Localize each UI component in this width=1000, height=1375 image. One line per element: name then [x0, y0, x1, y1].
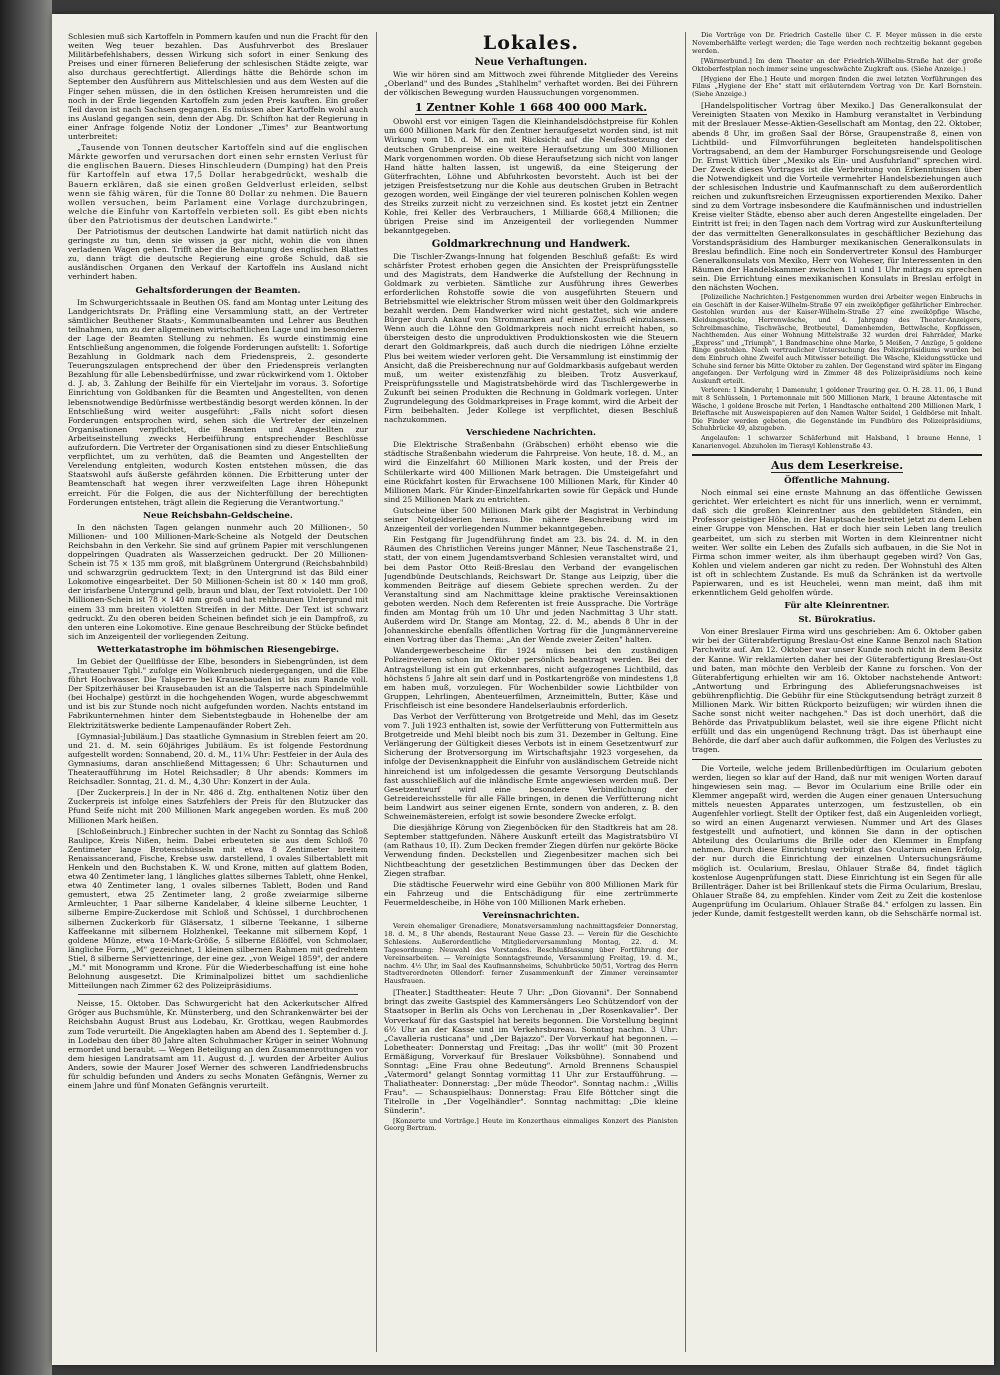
strassenbahn-text: Die Elektrische Straßenbahn (Gräbschen) erhöht ebenso wie die städtische Straßenbahn wiederum die Fahrpreise. Von heute, 18. d. M., an wird die Einzelfahrt 60 Millionen Mark kosten, und der Preis der Schülerkarte wird 400 Millionen Mark betragen. Die Umsteigefahrt und eine Rückfahrt kosten für Erwachsene 100 Millionen Mark, für Kinder 40 Millionen Mark. Für Kinder-Einzelfahrkarten sowie für Gepäck und Hunde sind 25 Millionen Mark zu entrichten.	[384, 440, 678, 504]
jugend-text: Ein Festgang für Jugendführung findet am 23. bis 24. d. M. in den Räumen des Christlichen Vereins junger Männer, Neue Taschenstraße 21, statt, der von einem Jugendamtsverband Schlesien veranstaltet wird, und bei dem Pastor Otto Reiß-Breslau den Verband der evangelischen Jugendbünde Deutschlands, Reichswart Dr. Stange aus Leipzig, über die kommenden Beiträge auf diesem Gebiete sprechen werden. Zu der Veranstaltung sind am Nachmittage kleine praktische Vereinsaktionen geboten werden. Noch dem Referenten ist freie Aussprache. Die Vorträge finden am Montag früh um 10 Uhr und jeden Nachmittag 3 Uhr statt. Außerdem wird Dr. Stange am Montag, 22. d. M., abends 8 Uhr in der Johanneskirche ebenfalls öffentlichen Vortrag für die Jungmännervereine einen Vortrag über das Thema: „An der Wende zweier Zeiten" halten.	[384, 535, 678, 645]
castelle-text: Die Vorträge von Dr. Friedrich Castelle über C. F. Meyer müssen in die erste Novemberhälfte verlegt werden; die Tage werden noch rechtzeitig bekannt gegeben werden.	[692, 32, 982, 55]
column-rule-2	[685, 32, 686, 1352]
wander-text: Wandergewerbescheine für 1924 müssen bei den zuständigen Polizeirevieren schon im Oktober persönlich beantragt werden. Bei der Antragstellung ist ein gut erkennbares, nicht aufgezogenes Lichtbild, das höchstens 5 Jahre alt sein darf und in Postkartengröße von mindestens 1,8 em haben muß, vorzulegen. Für Wochenbilder sowie Lichtbilder von Gruppen, Lehrlingen, Abenteuerfilmen, Arzneimitteln, Butter, Käse und Frischfleisch ist eine besondere Handelserlaubnis erforderlich.	[384, 646, 678, 710]
gymnasial-text: [Gymnasial-Jubiläum.] Das staatliche Gymnasium in Streblen feiert am 20. und 21. d. M. sein 60jähriges Jubiläum. Es ist folgende Festordnung aufgestellt worden: Sonnabend, 20. d. M., 11¼ Uhr: Festfeier in der Aula des Gymnasiums, daran anschließend Mittagessen; 6 Uhr: Schauturnen und Theateraufführung im Hotel Reichsadler; 8 Uhr abends: Kommers im Reichsadler. Sonntag, 21. d. M., 4,30 Uhr: Konzert in der Aula.	[68, 731, 368, 787]
buero-text: Von einer Breslauer Firma wird uns geschrieben: Am 6. Oktober gaben wir bei der Güterabfertigung Breslau-Ost eine Kanne Benzol nach Station Parchwitz auf. Am 12. Oktober war unser Kunde noch nicht in dem Besitz der Kanne. Wir reklamierten daher bei der Güterabfertigung Breslau-Ost und baten, man möchte den Verbleib der Kanne zu forschen. Von der Güterabfertigung erhielten wir am 16. Oktober nachstehende Antwort: „Antwortung und Erbringung des Ablieferungsnachweises ist gebührenpflichtig. Die Gebühr für eine Stückgutsendung beträgt zurzeit 8 Millionen Mark. Wir bitten Rückporto beizufügen; wir würden ihnen die Sache sonst nicht weiter nachgehen." Das ist doch unerhört, daß die Behörde das Privatpublikum belastet, weil sie ihre eigene Pflicht nicht erfüllt und das ein ungenügend Rechnung trägt. Das ist überhaupt eine Behörde, die darf aber auch dafür aufkommen, die Folgen des Verlustes zu tragen.	[692, 627, 982, 755]
headline-kohle: 1 Zentner Kohle 1 668 400 000 Mark.	[414, 101, 648, 115]
hygiene-text: [Hygiene der Ehe.] Heute und morgen finden die zwei letzten Vorführungen des Films „Hygiene der Ehe" statt mit erläuterndem Vortrag von Dr. Karl Bornstein. (Siehe Anzeige.)	[692, 74, 982, 99]
book-binding-edge	[0, 0, 52, 1375]
theater-text: [Theater.] Stadttheater: Heute 7 Uhr: „Don Giovanni". Der Sonnabend bringt das zweite Gastspiel des Kammersängers Leo Schützendorf von der Staatsoper in Berlin als Ochs von Lerchenau in „Der Rosenkavalier". Der Vorverkauf für das Gastspiel hat bereits begonnen. Die Vorstellung beginnt 6½ Uhr an der Kasse und im Verkehrsbureau. Sonntag nachm. 3 Uhr: „Cavalleria rusticana" und „Der Bajazzo". Der Vorverkauf hat begonnen. — Lobetheater: Donnerstag und Freitag: „Das ihr wollt" (mit 30 Prozent Ermäßigung, Vorverkauf für Breslauer Volksbühne). Sonnabend und Sonntag: „Eine Frau ohne Bedeutung". Arnold Brennens Schauspiel „Vatermord" gelangt Sonntag vormittag 11 Uhr zur Erstaufführung. — Thaliatheater: Donnerstag: „Der müde Theodor". Sonntag nachm.: „Willis Frau". — Schauspielhaus: Donnerstag: Frau Elfe Böttcher singt die Titelrolle in „Der Vogelhändler". Sonntag nachmittag: „Die kleine Sünderin".	[384, 988, 678, 1116]
wetter-text: Im Gebiet der Quellflüsse der Elbe, besonders in Siebengründen, ist dem „Trautenauer Tgbl." zufolge ein Wolkenbruch niedergegangen, und die Elbe führt Hochwasser. Die Talsperre bei Krausebauden ist bis zum Rande voll. Der Spitzerhäuser bei Krausebauden ist an die Talsperre nach Spindelmühle (bei Hochalpe) gestürzt in die hochgehenden Wogen, wurde abgeschwemmt und ist bis zur Stunde noch nicht aufgefunden worden. Nachts entstand im Fabrikunternehmen hinter dem Siebentstegbaude in Hohenelbe der am Elektrizitätswerke bediente Lampenaufänder Robert Zeh.	[68, 656, 368, 730]
verloren-text: Verloren: 1 Kinderuhr, 1 Damenuhr, 1 goldener Trauring gez. O. H. 28. 11. 06, 1 Bund mit 8 Schlüsseln, 1 Portemonnaie mit 500 Millionen Mark, 1 braune Aktentasche mit Wäsche, 1 goldene Brosche mit Perlen, 1 Handtasche enthaltend 200 Millionen Mark, 1 Brieftasche mit Ausweispapieren auf den Namen Walter Seidel, 1 Geldbörse mit Inhalt. Die Finder werden gebeten, die Gegenstände im Fundbüro des Polizeipräsidiums, Schuhbrücke 49, abzugeben.	[692, 386, 982, 433]
headline-verschiedene: Verschiedene Nachrichten.	[466, 428, 596, 439]
kohle-text: Obwohl erst vor einigen Tagen die Kleinhandelsdöchstpreise für Kohlen um 600 Millionen Mark für den Zentner heraufgesetzt worden sind, ist mit Wirkung vom 18. d. M. an mit Rücksicht auf die Neufestsetzung der deutschen Grubenpreise eine weitere Heraufsetzung um 300 Millionen Mark vorgenommen worden. Ob diese Heraufsetzung sich nicht von langer Hand hätte halten lassen, ist ungewiß, da eine Steigerung der Güterfrachten, Löhne und Abfuhrkosten bevorsteht. Auch ist bei der jetzigen Preisfestsetzung nur die Kohle aus deutschen Gruben in Betracht gezogen worden, weil Eingänge der viel teureren polnischen Kohlen wegen des Streiks zurzeit nicht zu verzeichnen sind. Es kostet jetzt ein Zentner Kohle, frei Keller des Verbrauchers, 1 Milliarde 668,4 Millionen; die übrigen Preise sind im Anzeigenteil der vorliegenden Nummer bekanntgegeben.	[384, 117, 678, 236]
mexiko-text: [Handelspolitischer Vortrag über Mexiko.] Das Generalkonsulat der Vereinigten Staaten von Mexiko in Hamburg veranstaltet in Verbindung mit der Breslauer Messe-Aktien-Gesellschaft am Montag, den 22. Oktober, abends 8 Uhr, im großen Saal der Börse, Graupenstraße 8, einen von Lichtbild- und Filmvorführungen begleiteten handelspolitischen Vortragsabend, an dem der Hamburger Forschungsreisende und Geologe Dr. Ernst Wittich über „Mexiko als Ein- und Ausfuhrland" sprechen wird. Der Zweck dieses Vortrages ist die Verbreitung von Erkenntnissen über die Notwendigkeit und die Vorteile vermehrter Handelsbeziehungen auch der schlesischen Industrie und Kaufmannschaft zu dem außerordentlich reichen und zukunftsreichen Erzeugnissen exportierenden Mexiko. Daher sind zu dem Vortrage insbesondere die Kaufmännischen und industriellen Kreise vielter Städte, ebenso aber auch deren Angestellte eingeladen. Der Eintritt ist frei; in den Tagen nach dem Vortrag wird zur Auskunfterteilung der das vermittelten Generalkonsulates in geschäftlicher Beziehung das Vorstandspräsidium des Hamburger mexikanischen Generalkonsulats in Breslau befindlich. Eine noch ein Sondervertreter Konsul des Hamburger Generalkonsulats von Mexiko, Herr von Woheser, für Interessenten in den Räumen der Handelskammer zwischen 11 und 1 Uhr mittags zu sprechen sein. Die Errichtung eines mexikanischen Konsulats in Breslau erfolgt in den nächsten Wochen.	[692, 101, 982, 293]
column-left	[68, 32, 368, 1352]
headline-mahnung: Öffentliche Mahnung.	[784, 476, 890, 487]
ocularium-text: Die Vorteile, welche jedem Brillenbedürftigen im Ocularium geboten werden, liegen so klar auf der Hand, daß nur mit wenigen Worten darauf hingewiesen sein mag. — Bevor im Ocularium eine Brille oder ein Klemmer angepaßt wird, werden die Augen einer genauen Untersuchung mittels neuesten Apparates unterzogen, um festzustellen, ob ein Augenfehler vorliegt. Stellt der Optiker fest, daß ein Augenleiden vorliegt, so wird an einen Augenarzt verwiesen. Nummer und Art des Glases festgestellt und aufnotiert, und können Sie dann in der optischen Abteilung des Oculariums die Brille oder den Klemmer in Empfang nehmen. Durch diese Einrichtung verbürgt das Ocularium einen Erfolg, der nur durch die Einrichtung der einzelnen Untersuchungsräume möglich ist. Ocularium, Breslau, Ohlauer Straße 84, findet täglich kostenlose Augenprüfungen statt. Diese Einrichtung ist ein Segen für alle Brillenträger. Daher ist bei Brillenkauf stets die Firma Ocularium, Breslau, Ohlauer Straße 84, zu empfehlen. Kinder vom Zeit zu Zeit die kostenlose Augenprüfung im Ocularium. Ohlauer Straße 84." erfolgen zu lassen. Ein jeder Kunde, damit festgestellt werden kann, ob die Sehschärfe normal ist.	[692, 763, 982, 919]
headline-kleinrentner: Für alte Kleinrentner.	[784, 601, 890, 612]
leserkreise-box	[692, 454, 982, 759]
verhaft-text: Wie wir hören sind am Mittwoch zwei führende Mitglieder des Vereins „Oberland" und des Bundes „Stahlhelm" verhaftet worden. Bei dei Führern der völkischen Bewegung wurden Haussuchungen vorgenommen.	[384, 70, 678, 98]
kartoffel-after: Der Patriotismus der deutschen Landwirte hat damit natürlich nicht das geringste zu tun, denn sie wissen ja gar nicht, wohin die von ihnen verladenen Wagen gehen. Trifft aber die Behauptung des englischen Blattes zu, dann trägt die deutsche Regierung eine große Schuld, daß sie ausländischen Organen den Verkauf der Kartoffeln ins Ausland nicht verhindert haben.	[68, 226, 368, 282]
headline-goldmark: Goldmarkrechnung und Handwerk.	[431, 238, 631, 250]
brot-text: Das Verbot der Verfütterung von Brotgetreide und Mehl, das im Gesetz vom 7. Juli 1923 enthalten ist, sowie der Verfütterung von Futtermitteln aus Brotgetreide und Mehl bleibt noch bis zum 31. Dezember in Geltung. Eine Verlängerung der Gültigkeit dieses Verbots ist in einem Gesetzentwurf zur Sicherung der Brotversorgung im Wirtschaftsjahr 1923 vorgesehen, da infolge der Devisenknappheit die Einfuhr von ausländischem Getreide nicht hinreichend ist um infolgedessen die gesamte Versorgung Deutschlands fast ausschließlich auf die inländische Ernte angewiesen werden muß. Der Gesetzentwurf wird eine besondere Verbindlichung der Getreidereichsstelle für alle Fälle bringen, in denen die Verfütterung nicht beim Landwirt aus seiner eigenen Ernte, sondern von anderen, z. B. den Schweinemästereien, erfolgt ist sowie besondere Zwecke erfolgt.	[384, 712, 678, 822]
beamten-text: Im Schwurgerichtssaale in Beuthen OS. fand am Montag unter Leitung des Landgerichtsrats Dr. Präfling eine Versammlung statt, an der Vertreter sämtlicher Beuthener Staats-, Kommunalbeamten und Lehrer aus Beuthen teilnahmen, um zu der allgemeinen wirtschaftlichen Lage und im besonderen der Lage der Beamten Stellung zu nehmen. Es wurde einstimmig eine Entschließung angenommen, die folgende Forderungen aufstellt: 1. Sofortige Bezahlung in Goldmark nach dem Friedenspreis, 2. gesonderte Teuerungszulagen entsprechend der über den Friedenspreis verlangten Bezahlung für alle Lebensbedürfnisse, und zwar rückwirkend vom 1. Oktober d. J. ab, 3. Zahlung der Beihilfe für ein Vierteljahr im voraus. 3. Sofortige Einrichtung von Goldbanken für die Beamten und Angestellten, von denen lebensnotwendige Bedürfnisse wertbeständig besorgt werden können. In der Entschließung wird weiter ausgeführt: „Falls nicht sofort diesen Forderungen entsprochen wird, sehen sich die Vertreter der einzelnen Organisationen verpflichtet, die Beamten und Angestellten zur Arbeitseinstellung zwecks Herbeiführung entsprechender Beschlüsse aufzufordern. Die Vertreter der Organisationen sind zu dieser Entschließung verpflichtet, um zu verhüten, daß die Beamten und Angestellten der Verelendung entgleiten, wodurch Kosten entstehen müssen, die das Staatswohl aufs äußerste gefährden können. Die Erbitterung unter der Beamtenschaft hat wegen ihrer verzweifelten Lage ihren Höhepunkt erreicht. Für die Folgen, die aus der Nichterfüllung der berechtigten Forderungen entstehen, trägt allein die Regierung die Verantwortung."	[68, 297, 368, 507]
gutscheine-text: Gutscheine über 500 Millionen Mark gibt der Magistrat in Verbindung seiner Notgeldserien heraus. Die nähere Beschreibung wird im Anzeigenteil der vorliegenden Nummer bekanntgegeben.	[384, 505, 678, 534]
column-rule-1	[376, 32, 377, 1352]
ziegen-text: Die diesjährige Körung von Ziegenböcken für den Stadtkreis hat am 28. September stattgefunden. Nähere Auskunft erteilt das Magistratsbüro VI (am Rathaus 10, II). Zum Decken fremder Ziegen dürfen nur gekörte Böcke Verwendung finden. Deckstellen und Ziegenbesitzer machen sich bei Nichtbeachtung der gesetzlichen Bestimmungen über das Decken der Ziegen strafbar.	[384, 823, 678, 878]
zucker-text: [Der Zuckerpreis.] In der in Nr. 486 d. Ztg. enthaltenen Notiz über den Zuckerpreis ist infolge eines Satzfehlers der Preis für den Blutzucker das Pfund Seife nicht mit 200 Millionen Mark angegeben worden. Es muß 200 Millionen Mark heißen.	[68, 788, 368, 825]
newspaper-page	[52, 14, 994, 1365]
separator	[78, 994, 358, 995]
neisse-text: Neisse, 15. Oktober. Das Schwurgericht hat den Ackerkutscher Alfred Gröger aus Buchsmühle, Kr. Münsterberg, und den Schrankenwärter bei der Reichsbahn August Brust aus Lodebau, Kr. Grottkau, wegen Raubmordes zum Tode verurteilt. Die Angeklagten haben am Abend des 1. September d. J. in Lodebau den über 80 Jahre alten Schuhmacher Krüger in seiner Wohnung ermordet und beraubt. — Wegen Beteiligung an den Zusammenrottungen vor dem hiesigen Landratsamt am 11. August d. J. wurden der Arbeiter Aulius Anders, sowie der Maurer Josef Werner des schweren Landfriedensbruchs für schuldig befunden und Anders zu sechs Monaten Gefängnis, Werner zu einem Jahre und fünf Monaten Gefängnis verurteilt.	[68, 999, 368, 1091]
column-right	[692, 32, 982, 1352]
reichsbahn-text: In den nächsten Tagen gelangen nunmehr auch 20 Millionen-, 50 Millionen- und 100 Millionen-Mark-Scheine als Notgeld der Deutschen Reichsbahn in den Verkehr. Sie sind auf grünem Papier mit verschlungenen doppelringen Quadraten als Wasserzeichen gedruckt. Der 20 Millionen-Schein ist 75 × 135 mm groß, mit blaßgrünem Untergrund (Reichsbahnbild) und schwarzgrün gedrucktem Text; in den Untergrund ist das Bild einer Lokomotive eingearbeitet. Der 50 Millionen-Schein ist 80 × 140 mm groß, der irisfarbene Untergrund gelb, braun und blau, der Text rotviolett. Der 100 Millionen-Schein ist 78 × 140 mm groß und hat rehbraunen Untergrund mit einem 33 mm breiten violetten Streifen in der Mitte. Der Text ist schwarz gedruckt. Zu den oberen beiden Scheinen befindet sich je ein Dampfroß, zu den unteren eine Lokomotive. Eine genaue Beschreibung der Stücke befindet sich im Anzeigenteil der vorliegenden Zeitung.	[68, 522, 368, 641]
schloss-text: [Schloßeinbruch.] Einbrecher suchten in der Nacht zu Sonntag das Schloß Raulipce, Kreis Nißen, heim. Dabei erbeuteten sie aus dem Schloß 70 Zentimeter lange Brotenschüsseln mit etwa 8 Zentimeter breitem Renaissancerand, Fische, Krebse usw. darstellend, 1 ovales Silbertablett mit Henkeln und den Buchstaben K. W. und Krone, mitten auf glattem Boden, etwa 40 Zentimeter lang, 1 längliches glattes silbernes Tablett, ohne Henkel, etwa 40 Zentimeter lang, 1 ovales silbernes Tablett, Boden und Rand gemustert, etwa 25 Zentimeter lang, 2 große zweiarmige silberne Armleuchter, 1 Paar silberne Kandelaber, 4 kleine silberne Leuchter, 1 silberne Empire-Zuckerdose mit Schloß und Schüssel, 1 durchbrochenen silbernen Zuckerkorb für Gläsersatz, 1 silberne Teekanne, 1 silberne Kaffeekanne mit silbernem Holzhenkel, Teekanne mit silbernem Kopf, 1 goldene Münze, etwa 10-Mark-Größe, 5 silberne Eßlöffel, von Schmolaer, längliche Form, „M" gezeichnet, 1 kleinen silbernen Rahmen mit gedrehtem Stiel, 8 silberne Serviettenringe, der eine gez. „von Weigel 1859", der andere „M." mit Monogramm und Krone. Für die Wiederbeschaffung ist eine hohe Belohnung ausgesetzt. Die Kriminalpolizei bittet um sachdienliche Mitteilungen nach Zimmer 62 des Polizeipräsidiums.	[68, 826, 368, 991]
gold-text: Die Tischler-Zwangs-Innung hat folgenden Beschluß gefaßt: Es wird schärfster Protest erhoben gegen die Ansichten der Preisprüfungsstelle und des Magistrats, dem Handwerke die Aufstellung der Rechnung in Goldmark zu verbieten. Sämtliche zur Ausführung ihres Gewerbes erforderlichen Rohstoffe sowie die von ausgeführten Steuern und Betriebsmittel wie elektrischer Strom müssen weit über den Goldmarkpreis bezahlt werden. Dem Handwerker wird nicht gestattet, sich wie andere Bürger durch Ankauf von Strommarken auf einen Zuschuß einzulassen. Wenn auch die Löhne den Goldmarkpreis noch nicht erreicht haben, so übersteigen desto die unproduktiven Produktionskosten wie die Steuern derart den Goldmarkpreis, daß auch durch die niedrigen Löhne erzielte Plus bei weitem wieder verloren geht. Die Versammlung ist einstimmig der Ansicht, daß die Preisberechnung nur auf Goldmarkbasis aufgebaut werden muß, um weiter existenzfähig zu bleiben. Trotz Ausverkauf, Preisprüfungsstelle und Magistratsbehörde wird das Tischlergewerbe in Zukunft bei seinen Produkten die Rechnung in Goldmark vorlegen. Unter Zugrundelegung des Goldmarkpreises in Frage kommt, wird die Arbeit der Firm beibehalten. Jeder Kollege ist verpflichtet, diesen Beschluß nachzukommen.	[384, 251, 678, 425]
angelaufen-text: Angelaufen: 1 schwarzer Schäferhund mit Halsband, 1 braune Henne, 1 Kanarienvogel. Abzuholen im Tierasyl Kohlenstraße 43.	[692, 433, 982, 450]
headline-wetter: Wetterkatastrophe im böhmischen Riesengebirge.	[96, 644, 340, 655]
column-middle	[384, 32, 678, 1352]
section-title-lokales: Lokales.	[482, 32, 580, 54]
polizei-text: [Polizeiliche Nachrichten.] Festgenommen wurden drei Arbeiter wegen Einbruchs in ein Geschäft in der Kaiser-Wilhelm-Straße 97 ein zweiköpfiger gefährlicher Einbrecher. Gestohlen wurden aus der Kaiser-Wilhelm-Straße 27 eine zweiköpfige Wäsche, Kleidungsstücke, Herrenwäsche, und 4. Jahrgang des Theater-Anzeigers, Schreibmaschine, Tischwäsche, Brotbeutel, Damenhemden, Bettwäsche, Kopfkissen, Nachthemden. Aus einer Wohnung Mittelstraße 32 wurden drei Fahrräder, Marke „Express" und „Triumph", 1 Bandmaschine ohne Marke, 5 Meißen, 7 Anzüge, 5 goldene Ringe gestohlen. Nach vertraulicher Untersuchung des Polizeipräsidiums wurden bei dem Einbruch ohne Zweifel auch Mitwisser beteiligt. Die Wäsche, Kleidungsstücke und Schuhe sind ferner bis Mitte Oktober zu zahlen. Der Gegenstand wird später im Eingang angefangen. Der Verfolgung wird in Zimmer 48 des Polizeipräsidiums noch keine Auskunft erteilt.	[692, 293, 982, 385]
headline-verhaftungen: Neue Verhaftungen.	[474, 57, 588, 68]
verein-text: Verein ehemaliger Grenadiere, Monatsversammlung nachmittagsfeier Donnerstag, 18. d. M., 8 Uhr abends, Restaurant Neue Gasse 23. — Verein für die Geschichte Schlesiens. Außerordentliche Mitgliederversammlung Montag, 22. d. M. Tagesordnung: Neuwahl des Vorstandes. Beschlußfassung über Fortführung der Vereinsarbeiten. — Vereinigte Sonntagsfreunde, Versammlung Freitag, 19. d. M., nachm. 4½ Uhr, im Saal des Kaufmannsheims, Schuhbrücke 50/51, Vortrag des Herrn Stadtverordneten Ollendorf: ferner Zusammenkunft der Zimmer vereinsamter Hausfrauen.	[384, 921, 678, 986]
warmer-text: [Wärmerbund.] Im dem Theater an der Friedrich-Wilhelm-Straße hat der große Oktoberfestplan noch immer seine ungeschwächte Zugkraft aus. (Siehe Anzeige.)	[692, 56, 982, 73]
headline-reichsbahn: Neue Reichsbahn-Geldscheine.	[143, 510, 293, 521]
headline-beamten: Gehaltsforderungen der Beamten.	[135, 285, 301, 296]
kartoffel-intro: Schlesien muß sich Kartoffeln in Pommern kaufen und nun die Fracht für den weiten Weg teuer bezahlen. Das Ausfuhrverbot des Breslauer Militärbefehlshabers, dessen Wirkung sich sofort in einer Senkung des Preises und einer fürneren Belieferung der schlesischen Städte zeigte, war also durchaus gerechtfertigt. Allerdings hätte die Behörde schon im September den Ausführern aus Mittelschlesien und aus dem Westen auf die Finger sehen müssen, die in den östlichen Kreisen herumreisten und die noch in der Erde liegenden Kartoffeln zum jeden Preis kauften. Ein großer Teil davon ist nach Sachsen gegangen. Es müssen aber Kartoffeln wohl auch ins Ausland gegangen sein, denn der Abg. Dr. Schifton hat der Regierung in einer Anfrage folgende Notiz der Londoner „Times" zur Beantwortung unterbreitet:	[68, 32, 368, 142]
feuerwehr-text: Die städtische Feuerwehr wird eine Gebühr von 800 Millionen Mark für ein Fahrzeug und die Entschädigung für eine zertrümmerte Feuermeldescheibe, in Höhe von 100 Millionen Mark erheben.	[384, 879, 678, 907]
times-quote: „Tausende von Tonnen deutscher Kartoffeln sind auf die englischen Märkte geworfen und verursachen dort einen sehr ernsten Verlust für die englischen Bauern. Dieses Hinschleudern (Dumping) hat den Preis für Kartoffeln auf etwa 17,5 Dollar herabgedrückt, weshalb die Bauern erklären, daß sie einen großen Geldverlust erleiden, selbst wenn sie fähig wären, für die Tonne 80 Dollar zu nehmen. Die Bauern wollen versuchen, beim Parlament eine Vorlage durchzubringen, welche die Einfuhr von Kartoffeln verbieten soll. Es gibt eben nichts über den Patriotismus der deutschen Landwirte."	[68, 143, 368, 225]
headline-leserkreise: Aus dem Leserkreise.	[770, 459, 904, 473]
headline-verein: Vereinsnachrichten.	[482, 910, 580, 921]
headline-buerokratius: St. Bürokratius.	[798, 615, 876, 626]
mahnung-text: Noch einmal sei eine ernste Mahnung an das öffentliche Gewissen gerichtet. Wer erleichtert es nicht für uns innerlich, wenn er vernimmt, daß sich die großen Kleinrentner aus den gebildeten Ständen, ein Professor geistiger Höhe, in der Hauptsache bestreitet jetzt zu dem Leben einer Gruppe von Menschen. Hat er doch hier sein Leben lang treulich gearbeitet, um sich zu sterben mit Worten in dem Kleinrentner nicht weiter. Wer sollte ein Leben des Zufalls sich aufbauen, in die Sie Not in Firma schon immer weiter, als ihm überhaupt gegeben wird? Von Gas, Kohlen und vielem anderen gar nicht zu reden. Der Wohnstuhl des Alten ist oft in schlechtem Zustande. Es muß da Schränken ist da wertvolle Papierwaren, und es ist Heuchelei, wenn man meint, daß ihm mit erkenntlichem Geld geholfen würde.	[692, 488, 982, 598]
konzert-text: [Konzerte und Vorträge.] Heute im Konzerthaus einmaliges Konzert des Pianisten Georg Bertram.	[384, 1116, 678, 1133]
